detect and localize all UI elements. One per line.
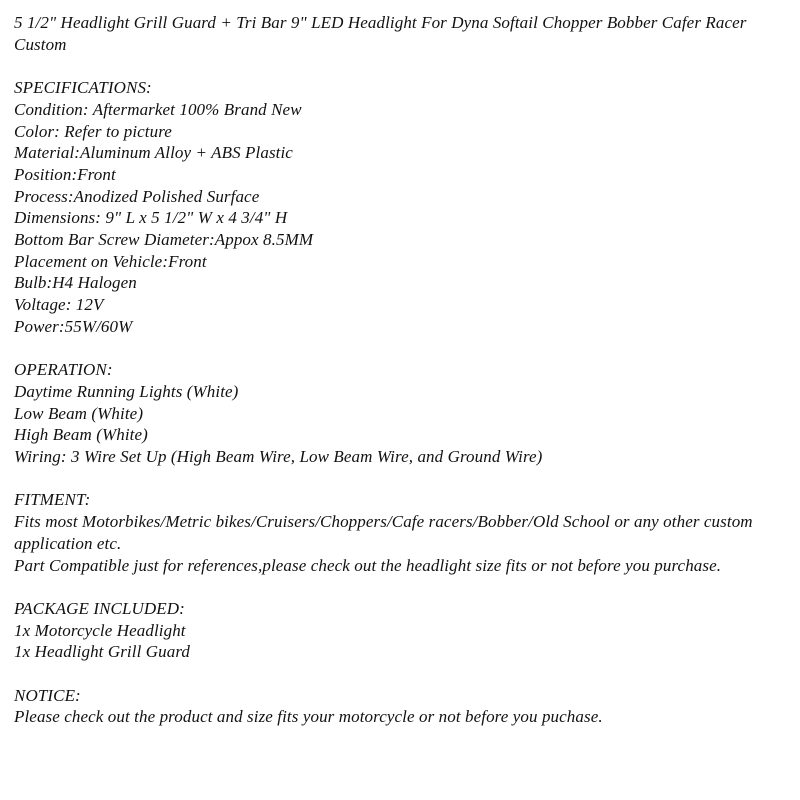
spec-process: Process:Anodized Polished Surface — [14, 186, 260, 206]
fitment-text-line: Part Compatible just for references,please check out the headlight size fits or not before you purchase. — [14, 555, 722, 575]
spec-screw-diameter: Bottom Bar Screw Diameter:Appox 8.5MM — [14, 230, 314, 250]
package-item: 1x Headlight Grill Guard — [14, 642, 191, 662]
section-package-included — [14, 598, 786, 663]
spec-material: Material:Aluminum Alloy + ABS Plastic — [14, 143, 293, 163]
spec-voltage: Voltage: 12V — [14, 295, 104, 315]
operation-low-beam: Low Beam (White) — [14, 403, 144, 423]
operation-wiring: Wiring: 3 Wire Set Up (High Beam Wire, Low Beam Wire, and Ground Wire) — [14, 447, 543, 467]
section-heading: NOTICE: — [14, 685, 81, 705]
spec-condition: Condition: Aftermarket 100% Brand New — [14, 99, 302, 119]
section-operation — [14, 359, 786, 468]
notice-text-line: Please check out the product and size fits your motorcycle or not before you puchase. — [14, 707, 603, 727]
section-heading: SPECIFICATIONS: — [14, 78, 152, 98]
section-notice — [14, 685, 786, 728]
operation-high-beam: High Beam (White) — [14, 425, 148, 445]
fitment-text-line: application etc. — [14, 533, 122, 553]
spec-bulb: Bulb:H4 Halogen — [14, 273, 137, 293]
section-fitment — [14, 489, 786, 576]
section-heading: FITMENT: — [14, 490, 91, 510]
spec-position: Position:Front — [14, 164, 116, 184]
product-title-line: Custom — [14, 34, 67, 54]
spec-power: Power:55W/60W — [14, 316, 133, 336]
section-heading: OPERATION: — [14, 360, 113, 380]
fitment-text-line: Fits most Motorbikes/Metric bikes/Cruisers/Choppers/Cafe racers/Bobber/Old School or any other custom — [14, 512, 753, 532]
spec-placement: Placement on Vehicle:Front — [14, 251, 207, 271]
operation-drl: Daytime Running Lights (White) — [14, 381, 239, 401]
section-specifications — [14, 77, 786, 337]
spec-color: Color: Refer to picture — [14, 121, 172, 141]
section-title — [14, 12, 786, 55]
section-heading: PACKAGE INCLUDED: — [14, 598, 185, 618]
spec-dimensions: Dimensions: 9" L x 5 1/2" W x 4 3/4" H — [14, 208, 288, 228]
package-item: 1x Motorcycle Headlight — [14, 620, 186, 640]
product-title-line: 5 1/2" Headlight Grill Guard + Tri Bar 9" LED Headlight For Dyna Softail Chopper Bobber Cafer Racer — [14, 13, 747, 32]
